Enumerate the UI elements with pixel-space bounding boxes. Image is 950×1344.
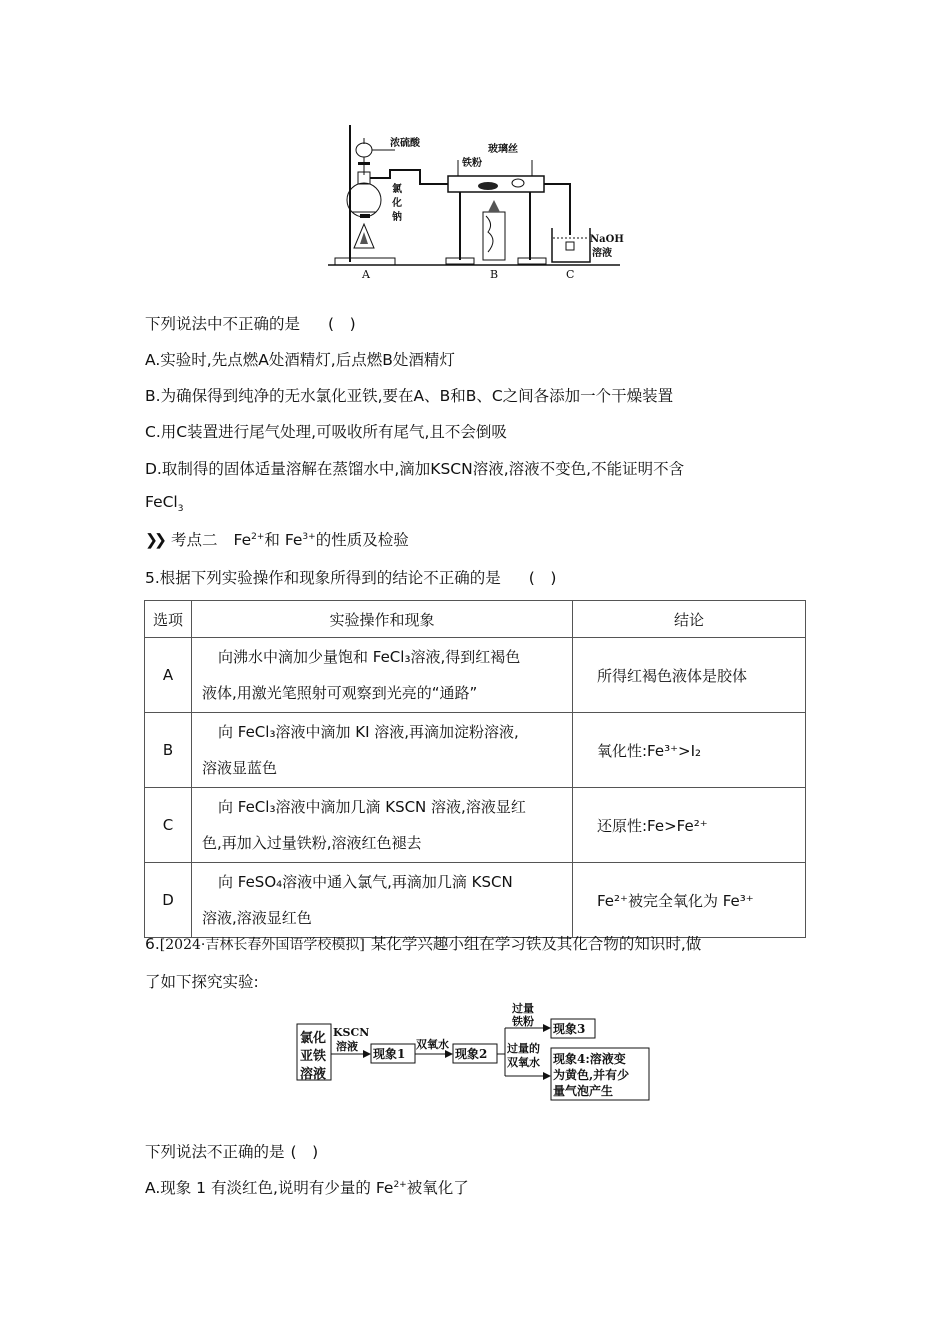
q6-question xyxy=(145,1140,318,1162)
q4-option-a xyxy=(145,348,455,370)
q4-option-a-text: 实验时,先点燃A处酒精灯,后点燃B处酒精灯 xyxy=(160,351,455,369)
svg-text:钠: 钠 xyxy=(392,212,402,223)
row-operation xyxy=(192,638,573,713)
flow-phenomenon4-line1: 现象4:溶液变 xyxy=(553,1052,626,1066)
q6-option-a xyxy=(145,1176,469,1198)
q6-option-a-sup: 2+ xyxy=(393,1179,407,1190)
table-row xyxy=(145,863,806,938)
q6-stem-line2: 了如下探究实验: xyxy=(145,973,259,991)
label-acid: 浓硫酸 xyxy=(390,138,420,149)
q6-paren: ( ) xyxy=(290,1143,319,1161)
q5-table xyxy=(144,600,806,938)
section-and: 和 Fe xyxy=(264,531,303,549)
row-conclusion: 还原性:Fe>Fe²⁺ xyxy=(573,788,806,863)
flow-branch-bottom-label2: 双氧水 xyxy=(507,1056,540,1069)
section-fe2-sup: 2+ xyxy=(251,531,265,542)
q4-option-c-letter: C. xyxy=(145,423,161,441)
section-label: 考点二 xyxy=(170,531,218,549)
q4-option-c-text: 用C装置进行尾气处理,可吸收所有尾气,且不会倒吸 xyxy=(160,423,507,441)
q4-option-b-letter: B. xyxy=(145,387,161,405)
row-operation-line1: 向 FeCl₃溶液中滴加几滴 KSCN 溶液,溶液显红 xyxy=(218,798,526,816)
flow-phenomenon4-line2: 为黄色,并有少 xyxy=(553,1068,630,1082)
row-conclusion: Fe²⁺被完全氧化为 Fe³⁺ xyxy=(573,863,806,938)
row-option: D xyxy=(145,863,192,938)
row-operation-line1: 向沸水中滴加少量饱和 FeCl₃溶液,得到红褐色 xyxy=(218,648,521,666)
row-operation xyxy=(192,713,573,788)
header-conclusion: 结论 xyxy=(573,601,806,638)
q6-question-text: 下列说法不正确的是 xyxy=(145,1143,285,1161)
label-a: A xyxy=(362,268,370,280)
label-iron-powder: 铁粉 xyxy=(462,158,482,169)
row-option: C xyxy=(145,788,192,863)
label-naoh: NaOH xyxy=(590,234,624,245)
flow-branch-bottom-label1: 过量的 xyxy=(507,1042,540,1055)
q6-option-a-suffix: 被氧化了 xyxy=(406,1179,469,1197)
q6-number: 6. xyxy=(145,935,160,953)
row-operation xyxy=(192,863,573,938)
row-conclusion: 氧化性:Fe³⁺>I₂ xyxy=(573,713,806,788)
q4-paren: ( ) xyxy=(328,315,356,333)
double-chevron-icon: ❯❯ xyxy=(145,531,163,549)
section-fe3-sup: 3+ xyxy=(302,531,316,542)
flow-phenomenon3: 现象3 xyxy=(553,1022,586,1036)
q5-stem-text: 5.根据下列实验操作和现象所得到的结论不正确的是 xyxy=(145,569,501,587)
flow-start-line2: 亚铁 xyxy=(300,1049,327,1064)
flow-arrow1-label2: 溶液 xyxy=(336,1040,358,1053)
q4-option-b xyxy=(145,384,673,406)
table-header-row xyxy=(145,601,806,638)
table-row xyxy=(145,638,806,713)
row-operation-line1: 向 FeSO₄溶液中通入氯气,再滴加几滴 KSCN xyxy=(218,873,513,891)
q4-stem xyxy=(145,312,356,334)
label-naoh-solution: 溶液 xyxy=(592,248,612,259)
flow-phenomenon1: 现象1 xyxy=(373,1047,406,1061)
section-rest: 的性质及检验 xyxy=(315,531,409,549)
table-row xyxy=(145,713,806,788)
section-heading xyxy=(145,528,409,550)
row-operation-line2: 溶液显蓝色 xyxy=(202,759,278,777)
q4-option-d-letter: D. xyxy=(145,460,162,478)
row-operation-line2: 液体,用激光笔照射可观察到光亮的“通路” xyxy=(202,684,478,702)
flow-phenomenon2: 现象2 xyxy=(455,1047,488,1061)
q6-flow-diagram xyxy=(296,1000,656,1104)
q4-option-d-text: 取制得的固体适量溶解在蒸馏水中,滴加KSCN溶液,溶液不变色,不能证明不含 xyxy=(161,460,685,478)
row-operation-line2: 溶液,溶液显红色 xyxy=(202,909,312,927)
flow-start-line1: 氯化 xyxy=(300,1031,327,1046)
q4-fecl-sub: 3 xyxy=(177,504,184,515)
q6-stem-line1 xyxy=(145,932,701,954)
row-option: A xyxy=(145,638,192,713)
row-operation-line1: 向 FeCl₃溶液中滴加 KI 溶液,再滴加淀粉溶液, xyxy=(218,723,519,741)
header-operation: 实验操作和现象 xyxy=(192,601,573,638)
q6-source: [2024·吉林长春外国语学校模拟] xyxy=(159,937,365,953)
q4-option-a-letter: A. xyxy=(145,351,161,369)
section-fe: Fe xyxy=(233,531,252,549)
row-operation-line2: 色,再加入过量铁粉,溶液红色褪去 xyxy=(202,834,422,852)
table-row xyxy=(145,788,806,863)
label-c: C xyxy=(566,268,575,280)
label-glass-wool: 玻璃丝 xyxy=(488,144,518,155)
q4-option-c xyxy=(145,420,507,442)
label-b: B xyxy=(490,268,499,280)
q6-option-a-prefix: A.现象 1 有淡红色,说明有少量的 Fe xyxy=(145,1179,394,1197)
svg-text:化: 化 xyxy=(392,198,402,209)
apparatus-figure xyxy=(320,120,630,280)
q5-stem xyxy=(145,566,556,588)
q6-stem-text: 某化学兴趣小组在学习铁及其化合物的知识时,做 xyxy=(370,935,702,953)
flow-branch-top-label1: 过量 xyxy=(512,1002,534,1015)
flow-arrow2-label: 双氧水 xyxy=(416,1038,449,1051)
row-option: B xyxy=(145,713,192,788)
header-option: 选项 xyxy=(145,601,192,638)
row-operation xyxy=(192,788,573,863)
q4-option-d xyxy=(145,457,684,479)
q5-paren: ( ) xyxy=(528,569,557,587)
q4-option-b-text: 为确保得到纯净的无水氯化亚铁,要在A、B和B、C之间各添加一个干燥装置 xyxy=(160,387,674,405)
flow-start-line3: 溶液 xyxy=(300,1067,327,1082)
q4-option-d-cont xyxy=(145,493,183,514)
q4-stem-text: 下列说法中不正确的是 xyxy=(145,315,301,333)
label-salt xyxy=(391,182,402,223)
q4-fecl: FeCl xyxy=(145,493,178,511)
flow-phenomenon4-line3: 量气泡产生 xyxy=(553,1084,614,1098)
row-conclusion: 所得红褐色液体是胶体 xyxy=(573,638,806,713)
svg-text:氯: 氯 xyxy=(392,184,402,195)
flow-arrow1-label1: KSCN xyxy=(333,1026,370,1039)
flow-branch-top-label2: 铁粉 xyxy=(512,1015,534,1028)
